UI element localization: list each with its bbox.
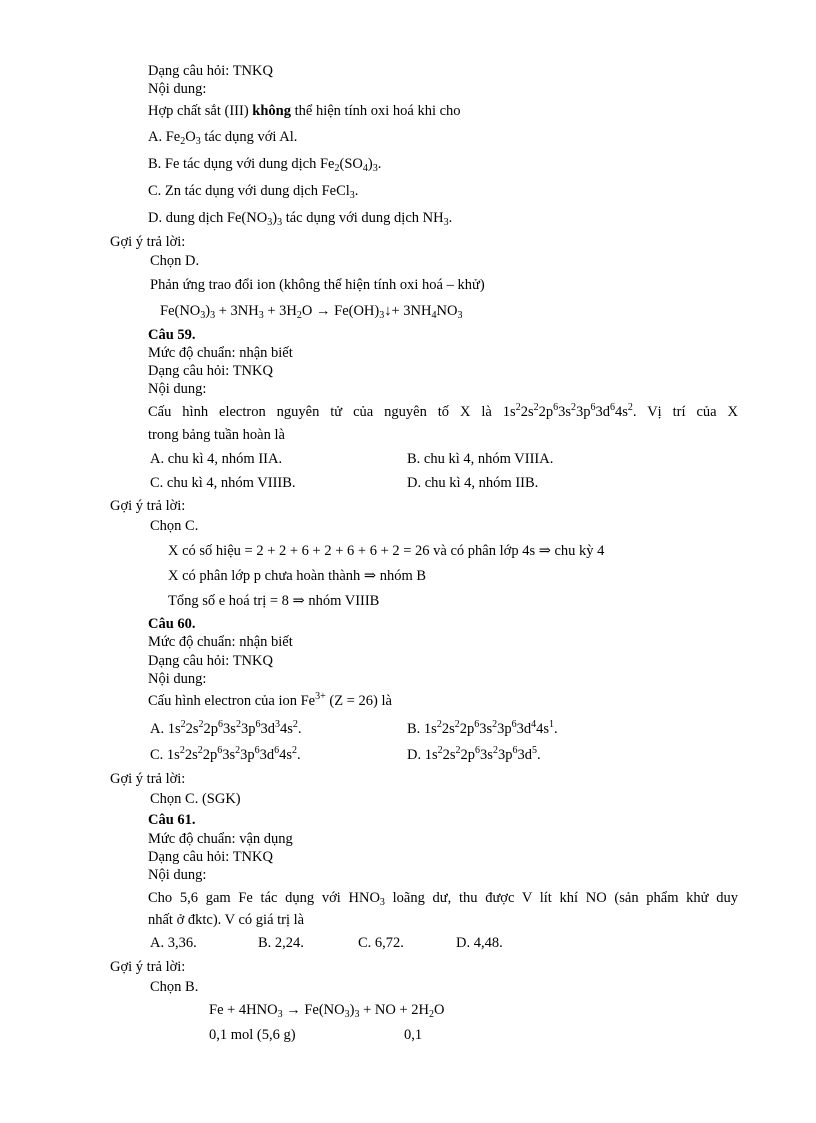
q58-option-b: B. Fe tác dụng với dung dịch $Fe_2(SO_4)_3$. <box>148 156 382 174</box>
q58-option-a: A. $Fe_2O_3$ tác dụng với Al. <box>148 129 298 147</box>
q61-mol-no: 0,1 <box>404 1027 423 1043</box>
q61-option-a: A. 3,36. <box>150 935 197 951</box>
q59-level: Mức độ chuẩn: nhận biết <box>148 345 293 361</box>
q59-content-label: Nội dung: <box>148 381 207 397</box>
q60-level: Mức độ chuẩn: nhận biết <box>148 634 293 650</box>
q61-mol-fe: 0,1 mol (5,6 g) <box>209 1027 296 1043</box>
q58-option-c: C. Zn tác dụng với dung dịch FeCl$_3$. <box>148 183 359 201</box>
q59-answer: Chọn C. <box>150 518 199 534</box>
q61-stem-line1: Cho 5,6 gam Fe tác dụng với $HNO_3$ loãng dư, thu được V lít khí NO (sản phẩm khử duy <box>148 890 738 908</box>
q59-stem-line1: Cấu hình electron nguyên tử của nguyên tố X là $1s^22s^22p^63s^23p^63d^64s^2$. Vị trí của X <box>148 402 738 420</box>
q58-hint-label: Gợi ý trả lời: <box>110 234 186 250</box>
q59-stem-line2: trong bảng tuần hoàn là <box>148 427 285 443</box>
q61-type: Dạng câu hỏi: TNKQ <box>148 849 273 865</box>
q59-option-a: A. chu kì 4, nhóm IIA. <box>150 451 283 467</box>
q61-option-c: C. 6,72. <box>358 935 404 951</box>
q61-content-label: Nội dung: <box>148 867 207 883</box>
q61-stem-line2: nhất ở đktc). V có giá trị là <box>148 912 305 928</box>
q60-hint-label: Gợi ý trả lời: <box>110 771 186 787</box>
q60-content-label: Nội dung: <box>148 671 207 687</box>
q61-option-b: B. 2,24. <box>258 935 304 951</box>
q61-answer: Chọn B. <box>150 979 199 995</box>
q60-answer: Chọn C. (SGK) <box>150 791 241 807</box>
q59-option-c: C. chu kì 4, nhóm VIIIB. <box>150 475 296 491</box>
q58-option-d: D. dung dịch $Fe(NO_3)_3$ tác dụng với dung dịch $NH_3$. <box>148 210 453 228</box>
q58-equation: $Fe(NO_3)_3 + 3NH_3 + 3H_2O$ → $Fe(OH)_3↓+ 3NH_4NO_3$ <box>160 303 463 321</box>
q59-type: Dạng câu hỏi: TNKQ <box>148 363 273 379</box>
q60-title: Câu 60. <box>148 616 196 632</box>
q59-option-b: B. chu kì 4, nhóm VIIIA. <box>407 451 554 467</box>
q61-level: Mức độ chuẩn: vận dụng <box>148 831 293 847</box>
q59-explain-3: Tổng số e hoá trị = 8 ⇒ nhóm VIIIB <box>168 593 380 609</box>
q60-stem: Cấu hình electron của ion $Fe^{3+}$ (Z = 26) là <box>148 691 392 709</box>
q59-explain-2: X có phân lớp p chưa hoàn thành ⇒ nhóm B <box>168 568 427 584</box>
q61-hint-label: Gợi ý trả lời: <box>110 959 186 975</box>
q58-content-label: Nội dung: <box>148 81 207 97</box>
q58-type: Dạng câu hỏi: TNKQ <box>148 63 273 79</box>
q59-option-d: D. chu kì 4, nhóm IIB. <box>407 475 539 491</box>
q59-hint-label: Gợi ý trả lời: <box>110 498 186 514</box>
q59-explain-1: X có số hiệu = 2 + 2 + 6 + 2 + 6 + 6 + 2 = 26 và có phân lớp 4s ⇒ chu kỳ 4 <box>168 543 605 559</box>
q61-option-d: D. 4,48. <box>456 935 503 951</box>
q58-explanation: Phản ứng trao đổi ion (không thể hiện tính oxi hoá – khử) <box>150 277 485 293</box>
q60-option-a: A. $1s^22s^22p^63s^23p^63d^34s^2$. <box>150 719 302 737</box>
q61-title: Câu 61. <box>148 812 196 828</box>
q60-option-c: C. $1s^22s^22p^63s^23p^63d^64s^2$. <box>150 745 301 763</box>
q58-stem: Hợp chất sắt (III) không thể hiện tính oxi hoá khi cho <box>148 103 461 119</box>
q60-option-d: D. $1s^22s^22p^63s^23p^63d^5$. <box>407 745 541 763</box>
q58-answer: Chọn D. <box>150 253 200 269</box>
q60-option-b: B. $1s^22s^22p^63s^23p^63d^44s^1$. <box>407 719 558 737</box>
q60-type: Dạng câu hỏi: TNKQ <box>148 653 273 669</box>
q61-equation: $Fe + 4HNO_3 \to Fe(NO_3)_3$ + NO + $2H_2O$ <box>209 1002 445 1020</box>
q59-title: Câu 59. <box>148 327 196 343</box>
